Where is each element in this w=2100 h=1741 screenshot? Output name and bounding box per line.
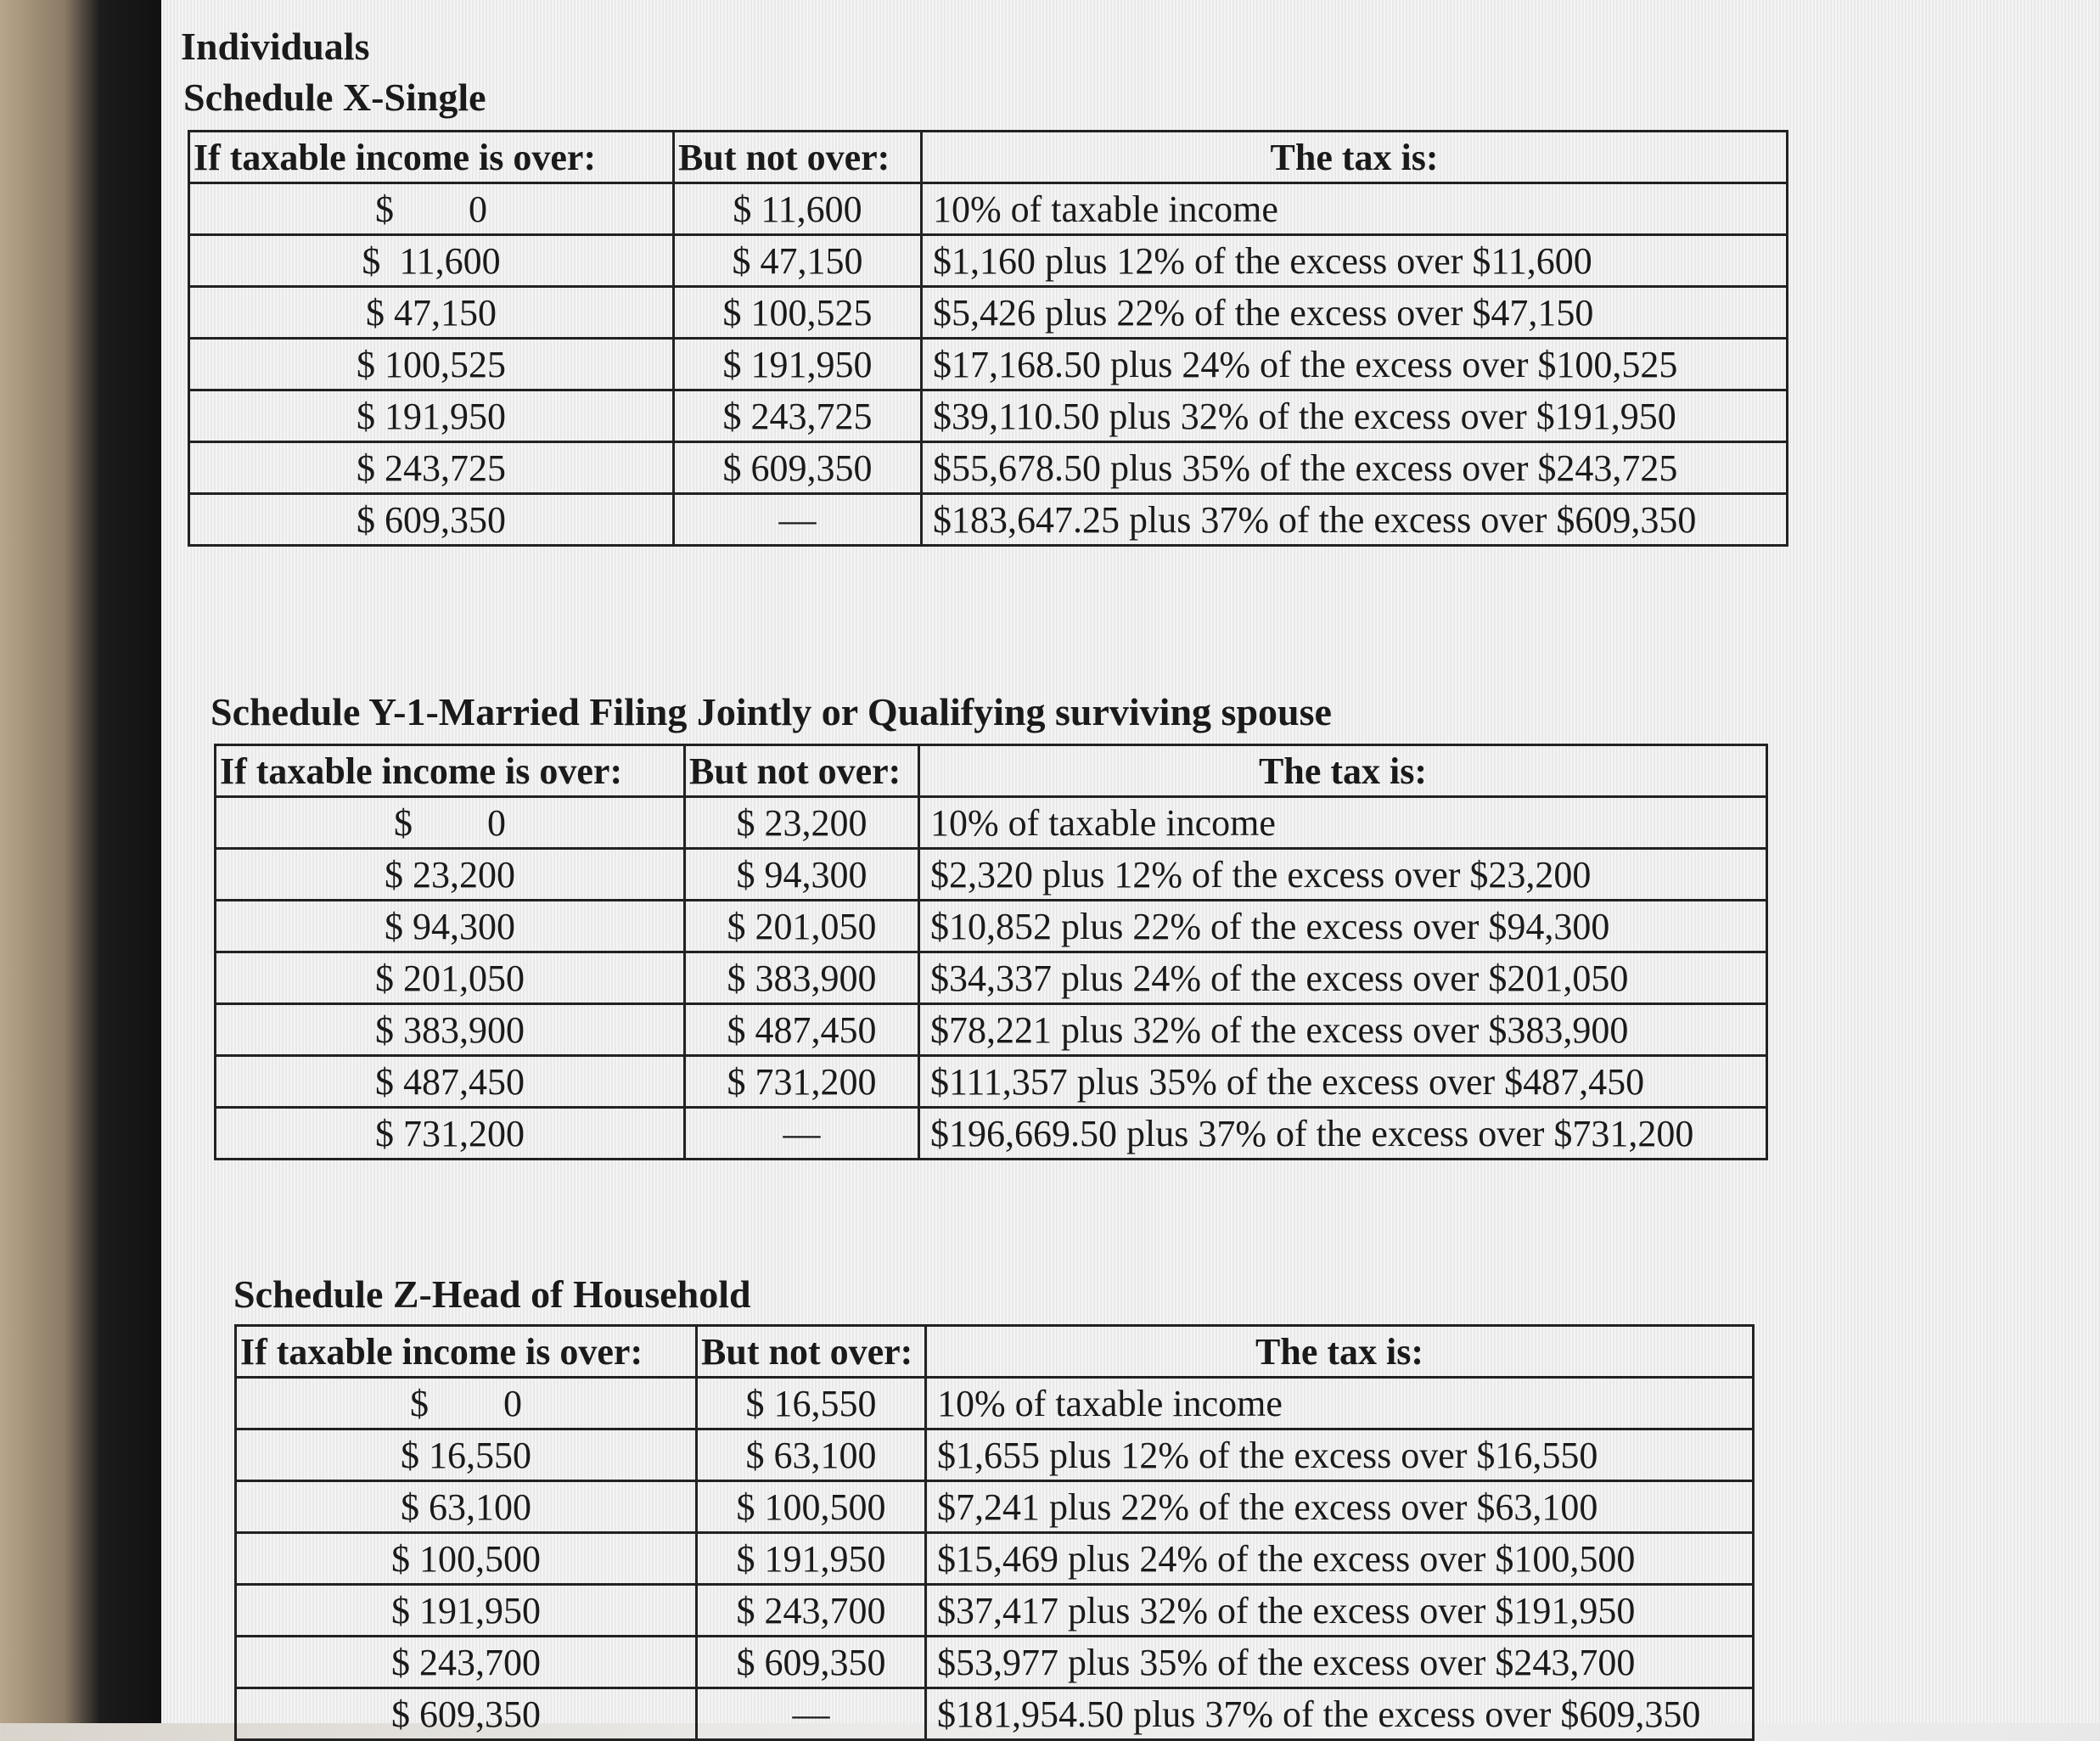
table-row: [236, 1688, 1754, 1740]
header-row: [216, 745, 1767, 797]
income-over-cell: $ 609,350: [236, 1688, 697, 1740]
income-over-cell: $ 0: [216, 797, 685, 849]
schedule-z-title: Schedule Z-Head of Household: [233, 1272, 751, 1316]
table-row: [189, 339, 1788, 390]
tax-cell: $5,426 plus 22% of the excess over $47,150: [922, 287, 1788, 339]
monitor-bezel: [0, 0, 161, 1723]
tax-cell: $34,337 plus 24% of the excess over $201,050: [919, 952, 1767, 1004]
income-over-cell: $ 63,100: [236, 1481, 697, 1533]
not-over-cell: $ 243,700: [697, 1585, 926, 1637]
table-row: [189, 183, 1788, 235]
income-over-cell: $ 731,200: [216, 1108, 685, 1160]
table-row: [189, 235, 1788, 287]
income-over-cell: $ 23,200: [216, 849, 685, 901]
not-over-cell: $ 191,950: [674, 339, 922, 390]
not-over-cell: $ 63,100: [697, 1429, 926, 1481]
schedule-y-table: [214, 744, 1768, 1160]
tax-cell: $181,954.50 plus 37% of the excess over $609,350: [926, 1688, 1754, 1740]
not-over-header: But not over:: [674, 132, 922, 183]
table-row: [189, 494, 1788, 546]
not-over-cell: $ 487,450: [685, 1004, 919, 1056]
income-over-cell: $ 609,350: [189, 494, 674, 546]
income-over-cell: $ 487,450: [216, 1056, 685, 1108]
table-row: [236, 1533, 1754, 1585]
not-over-cell: $ 16,550: [697, 1378, 926, 1429]
tax-cell: $15,469 plus 24% of the excess over $100,500: [926, 1533, 1754, 1585]
table-row: [216, 901, 1767, 952]
tax-cell: $183,647.25 plus 37% of the excess over $609,350: [922, 494, 1788, 546]
not-over-cell: $ 47,150: [674, 235, 922, 287]
not-over-cell: $ 11,600: [674, 183, 922, 235]
tax-cell: 10% of taxable income: [926, 1378, 1754, 1429]
not-over-cell: $ 23,200: [685, 797, 919, 849]
table-row: [216, 849, 1767, 901]
schedule-z-table: [234, 1324, 1755, 1741]
schedule-x-table: [188, 130, 1788, 547]
not-over-cell: —: [697, 1688, 926, 1740]
tax-header: The tax is:: [919, 745, 1767, 797]
tax-cell: $55,678.50 plus 35% of the excess over $243,725: [922, 442, 1788, 494]
tax-cell: $196,669.50 plus 37% of the excess over $731,200: [919, 1108, 1767, 1160]
income-over-cell: $ 191,950: [236, 1585, 697, 1637]
tax-cell: 10% of taxable income: [922, 183, 1788, 235]
table-row: [236, 1481, 1754, 1533]
not-over-cell: $ 609,350: [697, 1637, 926, 1688]
not-over-cell: $ 100,525: [674, 287, 922, 339]
income-over-cell: $ 47,150: [189, 287, 674, 339]
not-over-header: But not over:: [697, 1326, 926, 1378]
table-row: [236, 1585, 1754, 1637]
header-row: [189, 132, 1788, 183]
table-row: [236, 1378, 1754, 1429]
not-over-header: But not over:: [685, 745, 919, 797]
income-over-cell: $ 11,600: [189, 235, 674, 287]
table-row: [236, 1429, 1754, 1481]
income-over-cell: $ 94,300: [216, 901, 685, 952]
table-row: [236, 1637, 1754, 1688]
not-over-cell: $ 609,350: [674, 442, 922, 494]
tax-cell: $10,852 plus 22% of the excess over $94,300: [919, 901, 1767, 952]
tax-cell: 10% of taxable income: [919, 797, 1767, 849]
not-over-cell: $ 100,500: [697, 1481, 926, 1533]
not-over-cell: $ 94,300: [685, 849, 919, 901]
tax-cell: $1,160 plus 12% of the excess over $11,600: [922, 235, 1788, 287]
income-over-header: If taxable income is over:: [236, 1326, 697, 1378]
income-over-cell: $ 191,950: [189, 390, 674, 442]
not-over-cell: $ 191,950: [697, 1533, 926, 1585]
tax-cell: $1,655 plus 12% of the excess over $16,550: [926, 1429, 1754, 1481]
page-heading: Individuals: [181, 25, 370, 68]
income-over-cell: $ 0: [236, 1378, 697, 1429]
header-row: [236, 1326, 1754, 1378]
tax-cell: $39,110.50 plus 32% of the excess over $191,950: [922, 390, 1788, 442]
income-over-cell: $ 0: [189, 183, 674, 235]
table-row: [216, 797, 1767, 849]
table-row: [189, 442, 1788, 494]
not-over-cell: $ 243,725: [674, 390, 922, 442]
tax-cell: $17,168.50 plus 24% of the excess over $100,525: [922, 339, 1788, 390]
tax-cell: $37,417 plus 32% of the excess over $191,950: [926, 1585, 1754, 1637]
tax-cell: $53,977 plus 35% of the excess over $243,700: [926, 1637, 1754, 1688]
table-row: [216, 952, 1767, 1004]
tax-cell: $111,357 plus 35% of the excess over $487,450: [919, 1056, 1767, 1108]
income-over-cell: $ 16,550: [236, 1429, 697, 1481]
table-row: [189, 390, 1788, 442]
tax-cell: $2,320 plus 12% of the excess over $23,200: [919, 849, 1767, 901]
income-over-cell: $ 100,500: [236, 1533, 697, 1585]
schedule-x-title: Schedule X-Single: [183, 76, 486, 119]
income-over-cell: $ 201,050: [216, 952, 685, 1004]
table-row: [216, 1004, 1767, 1056]
not-over-cell: —: [674, 494, 922, 546]
income-over-cell: $ 383,900: [216, 1004, 685, 1056]
not-over-cell: $ 201,050: [685, 901, 919, 952]
not-over-cell: $ 731,200: [685, 1056, 919, 1108]
tax-cell: $7,241 plus 22% of the excess over $63,100: [926, 1481, 1754, 1533]
income-over-cell: $ 243,700: [236, 1637, 697, 1688]
table-row: [216, 1108, 1767, 1160]
tax-header: The tax is:: [922, 132, 1788, 183]
not-over-cell: $ 383,900: [685, 952, 919, 1004]
income-over-header: If taxable income is over:: [189, 132, 674, 183]
table-row: [189, 287, 1788, 339]
income-over-cell: $ 243,725: [189, 442, 674, 494]
tax-cell: $78,221 plus 32% of the excess over $383,900: [919, 1004, 1767, 1056]
schedule-y-title: Schedule Y-1-Married Filing Jointly or Qualifying surviving spouse: [211, 690, 1332, 733]
tax-header: The tax is:: [926, 1326, 1754, 1378]
table-row: [216, 1056, 1767, 1108]
income-over-cell: $ 100,525: [189, 339, 674, 390]
not-over-cell: —: [685, 1108, 919, 1160]
income-over-header: If taxable income is over:: [216, 745, 685, 797]
